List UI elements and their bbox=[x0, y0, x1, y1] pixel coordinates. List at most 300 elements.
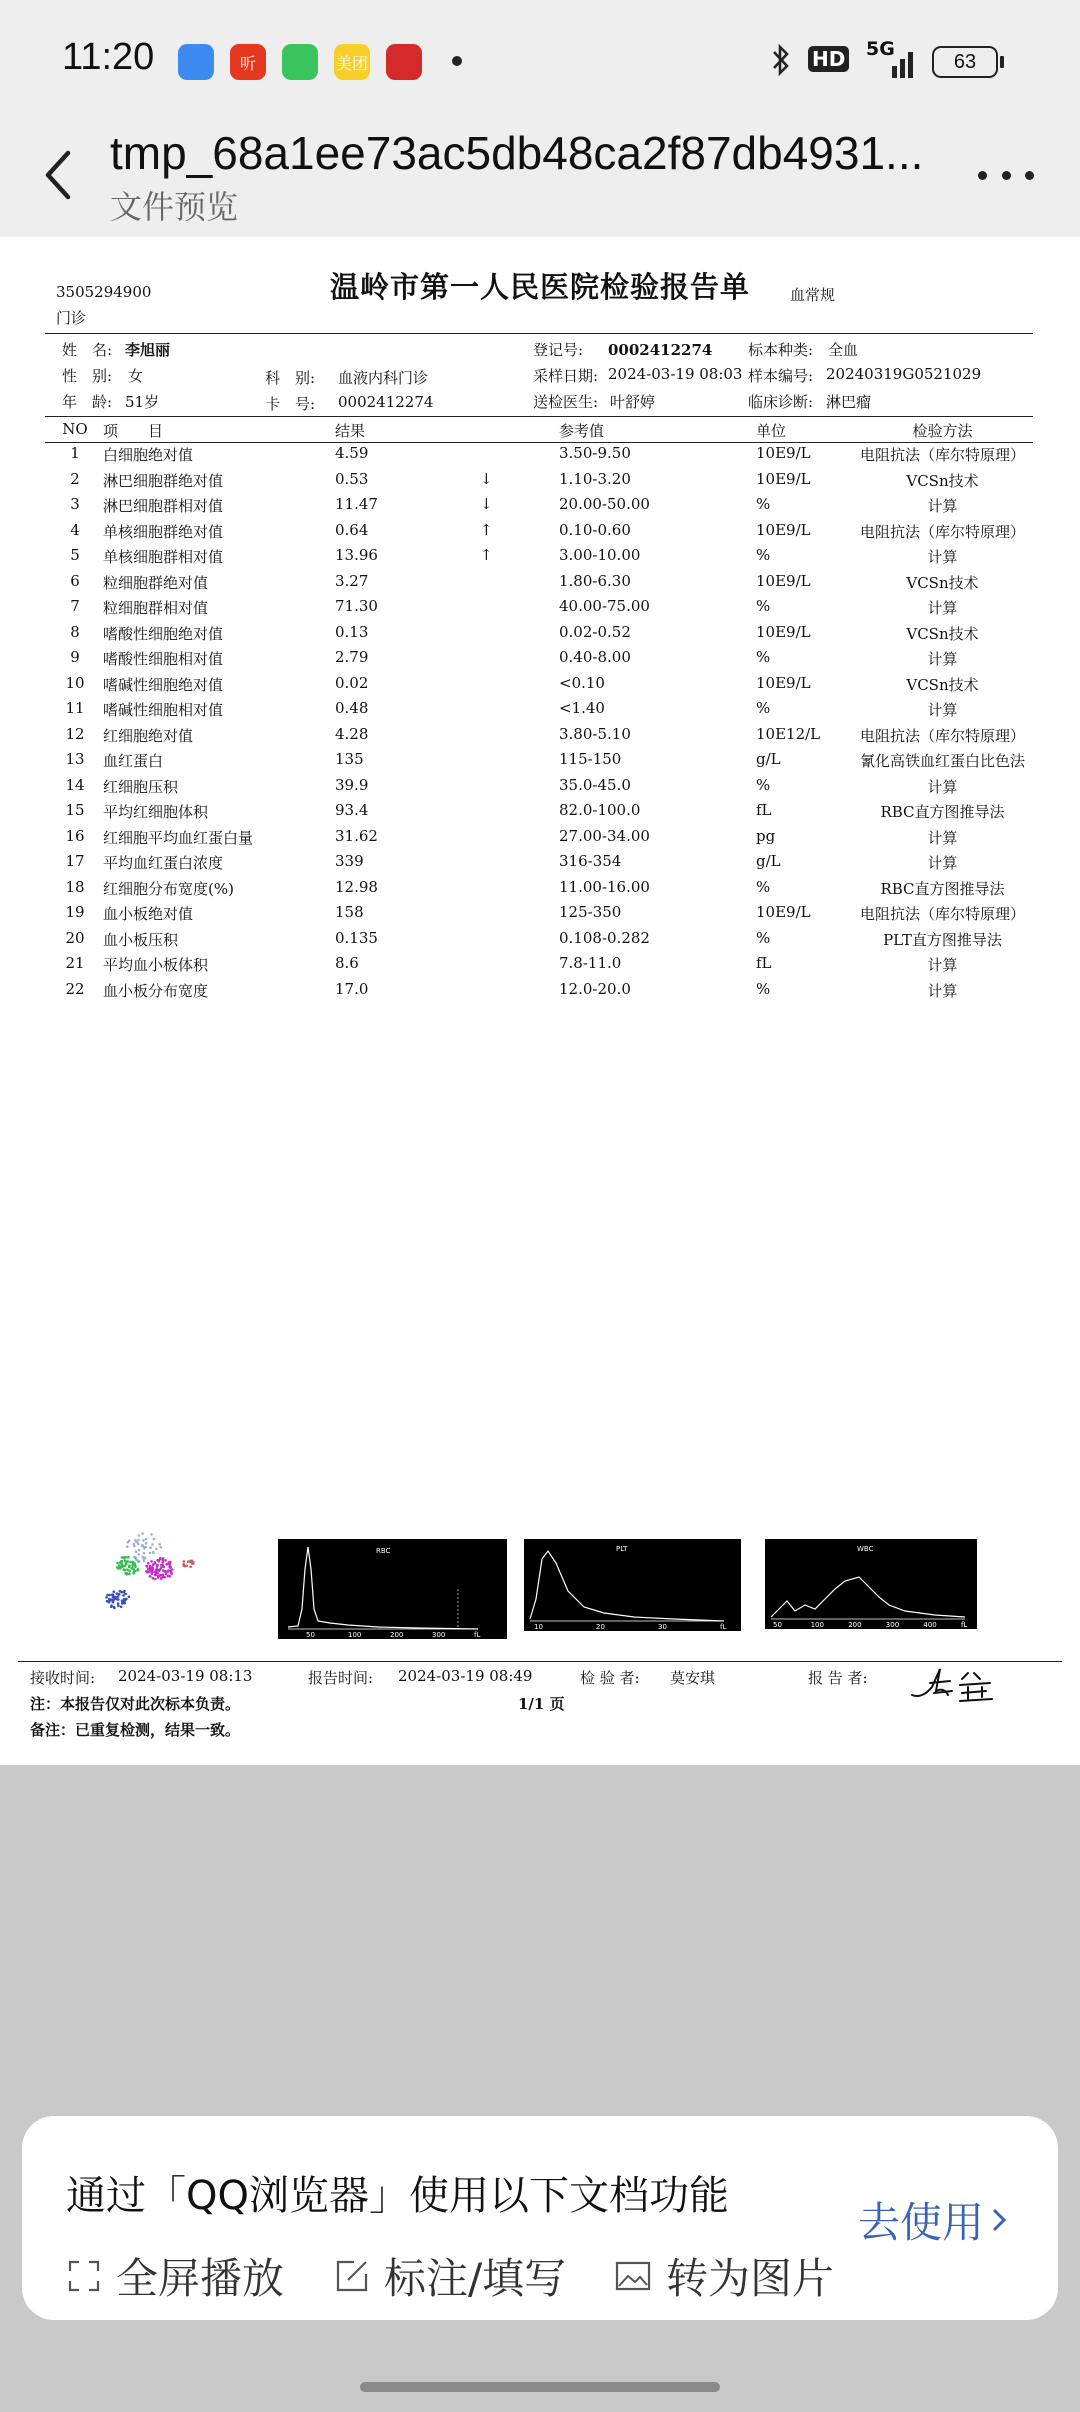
wbc-tick-label: 100 bbox=[810, 1621, 824, 1629]
scatter-point bbox=[117, 1595, 120, 1598]
annotate-label: 标注/填写 bbox=[384, 2254, 567, 2303]
scatter-point bbox=[159, 1557, 162, 1560]
plt-histogram bbox=[524, 1539, 741, 1631]
fullscreen-label: 全屏播放 bbox=[116, 2254, 285, 2303]
cell-item: 红细胞绝对值 bbox=[103, 726, 194, 745]
cell-unit: 10E12/L bbox=[756, 724, 821, 743]
scatter-point bbox=[128, 1596, 131, 1599]
shop-app-icon bbox=[386, 44, 422, 80]
scatter-point bbox=[124, 1569, 127, 1572]
scatter-point bbox=[151, 1543, 154, 1546]
home-indicator[interactable] bbox=[360, 2382, 720, 2392]
scatter-point bbox=[110, 1604, 113, 1607]
scatter-point bbox=[122, 1594, 125, 1597]
cell-no: 6 bbox=[70, 571, 80, 590]
doctor-name: 叶舒婷 bbox=[610, 393, 656, 411]
scatter-point bbox=[158, 1543, 161, 1546]
cell-no: 18 bbox=[65, 877, 85, 896]
cell-result: 0.53 bbox=[335, 469, 369, 488]
cell-ref: 7.8-11.0 bbox=[559, 954, 622, 972]
wbc-tick-label: 50 bbox=[773, 1621, 782, 1629]
scatter-point bbox=[183, 1560, 186, 1563]
scatter-point bbox=[162, 1566, 165, 1569]
annotate-button[interactable] bbox=[334, 2246, 566, 2306]
cell-item: 血小板分布宽度 bbox=[103, 981, 209, 1000]
cell-no: 3 bbox=[70, 495, 80, 513]
report-id-number: 3505294900 bbox=[56, 283, 152, 301]
scatter-point bbox=[157, 1576, 160, 1579]
rbc-tick-label: 100 bbox=[348, 1631, 362, 1639]
promo-title: 通过「QQ浏览器」使用以下文档功能 bbox=[66, 2173, 729, 2219]
scatter-point bbox=[125, 1598, 128, 1601]
scatter-point bbox=[135, 1550, 138, 1553]
cell-unit: % bbox=[756, 699, 771, 717]
scatter-point bbox=[152, 1566, 155, 1569]
cell-no: 4 bbox=[70, 520, 80, 539]
cell-no: 8 bbox=[70, 622, 80, 641]
scatter-point bbox=[117, 1602, 120, 1605]
scatter-point bbox=[145, 1538, 148, 1541]
scatter-point bbox=[145, 1565, 148, 1568]
col-unit: 单位 bbox=[756, 422, 787, 440]
scatter-point bbox=[167, 1575, 170, 1578]
specimen-number: 20240319G0521029 bbox=[826, 365, 982, 383]
cell-item: 单核细胞群绝对值 bbox=[103, 522, 224, 541]
scatter-point bbox=[123, 1602, 126, 1605]
cell-result: 2.79 bbox=[335, 648, 369, 666]
scatter-point bbox=[112, 1601, 115, 1604]
department: 血液内科门诊 bbox=[338, 369, 429, 387]
cell-method: VCSn技术 bbox=[906, 471, 979, 490]
scatter-point bbox=[152, 1551, 155, 1554]
cell-unit: fL bbox=[756, 954, 772, 972]
scatter-point bbox=[158, 1560, 161, 1563]
cell-item: 白细胞绝对值 bbox=[103, 446, 194, 464]
cell-no: 16 bbox=[65, 826, 85, 845]
scatter-point bbox=[134, 1570, 137, 1573]
table-row bbox=[0, 929, 1080, 954]
cell-ref: 125-350 bbox=[559, 903, 622, 921]
cell-result: 13.96 bbox=[335, 546, 378, 564]
scatter-point bbox=[135, 1559, 138, 1562]
more-options-icon[interactable] bbox=[978, 165, 1034, 185]
reg-label: 登记号: bbox=[533, 341, 584, 359]
wbc-tick-label: 400 bbox=[923, 1621, 937, 1629]
cell-unit: % bbox=[756, 597, 771, 615]
scatter-point bbox=[155, 1548, 158, 1551]
cell-no: 12 bbox=[65, 724, 85, 743]
scatter-point bbox=[105, 1596, 108, 1599]
cell-item: 血红蛋白 bbox=[103, 752, 164, 770]
wbc-tick-label: fL bbox=[961, 1621, 968, 1629]
scatter-point bbox=[189, 1559, 192, 1562]
cell-no: 17 bbox=[65, 852, 85, 870]
cell-item: 粒细胞群相对值 bbox=[103, 599, 209, 617]
cell-method: 计算 bbox=[927, 854, 958, 872]
scatter-point bbox=[128, 1564, 131, 1567]
rbc-histogram-label: RBC bbox=[376, 1547, 391, 1555]
scatter-point bbox=[117, 1605, 120, 1608]
cell-no: 22 bbox=[65, 979, 85, 998]
cell-no: 9 bbox=[70, 648, 80, 666]
patient-name: 李旭丽 bbox=[125, 341, 171, 359]
cell-result: 39.9 bbox=[335, 775, 369, 794]
cell-result: 0.135 bbox=[335, 928, 378, 947]
scatter-point bbox=[149, 1575, 152, 1578]
table-row bbox=[0, 903, 1080, 928]
table-row bbox=[0, 470, 1080, 495]
cell-unit: % bbox=[756, 979, 771, 998]
rbc-tick-label: fL bbox=[474, 1631, 481, 1639]
scatter-point bbox=[163, 1570, 166, 1573]
battery-level: 63 bbox=[953, 50, 977, 73]
cell-method: 电阻抗法（库尔特原理） bbox=[859, 726, 1025, 745]
cell-unit: 10E9/L bbox=[756, 444, 811, 462]
scatter-point bbox=[163, 1576, 166, 1579]
cell-method: 计算 bbox=[927, 701, 958, 719]
blue-app-icon bbox=[178, 44, 214, 80]
scatter-point bbox=[126, 1545, 129, 1548]
receive-label: 接收时间: bbox=[30, 1669, 96, 1687]
cell-item: 血小板压积 bbox=[103, 930, 179, 949]
scatter-point bbox=[162, 1559, 165, 1562]
report-time-label: 报告时间: bbox=[308, 1669, 374, 1687]
scatter-point bbox=[137, 1543, 140, 1546]
cell-item: 嗜酸性细胞相对值 bbox=[103, 650, 224, 668]
cell-ref: 1.80-6.30 bbox=[559, 571, 631, 590]
page-indicator: 1/1 页 bbox=[518, 1695, 565, 1713]
cell-method: VCSn技术 bbox=[906, 675, 979, 694]
chevron-right-icon bbox=[984, 2202, 1014, 2238]
diagnosis: 淋巴瘤 bbox=[826, 393, 872, 411]
cell-item: 单核细胞群相对值 bbox=[103, 548, 224, 566]
sample-date-label: 采样日期: bbox=[533, 367, 599, 385]
table-row bbox=[0, 725, 1080, 750]
battery-tip bbox=[1000, 56, 1004, 68]
scatter-point bbox=[130, 1567, 133, 1570]
scatter-point bbox=[126, 1573, 129, 1576]
cell-result: 4.28 bbox=[335, 724, 369, 743]
cell-ref: 27.00-34.00 bbox=[559, 826, 650, 845]
scatter-point bbox=[169, 1566, 172, 1569]
cell-ref: <0.10 bbox=[559, 673, 605, 692]
cell-method: 计算 bbox=[927, 497, 958, 515]
cell-unit: % bbox=[756, 495, 771, 513]
cell-result: 17.0 bbox=[335, 979, 369, 998]
table-row bbox=[0, 495, 1080, 520]
dept-label: 科 别: bbox=[265, 369, 316, 387]
cell-no: 15 bbox=[65, 801, 85, 819]
scatter-point bbox=[155, 1573, 158, 1576]
cell-result: 3.27 bbox=[335, 571, 369, 590]
cell-flag: ↑ bbox=[480, 546, 493, 564]
cell-flag: ↓ bbox=[480, 469, 493, 488]
reporter-label: 报 告 者: bbox=[808, 1669, 868, 1687]
scatter-point bbox=[127, 1560, 130, 1563]
cell-unit: % bbox=[756, 546, 771, 564]
cell-no: 5 bbox=[70, 546, 80, 564]
cell-result: 4.59 bbox=[335, 444, 369, 462]
to-image-label: 转为图片 bbox=[666, 2254, 835, 2303]
scatter-point bbox=[142, 1546, 145, 1549]
table-row bbox=[0, 597, 1080, 622]
scatter-point bbox=[169, 1561, 172, 1564]
scatter-point bbox=[149, 1566, 152, 1569]
scatter-point bbox=[162, 1561, 165, 1564]
cell-result: 0.48 bbox=[335, 699, 369, 717]
table-row bbox=[0, 827, 1080, 852]
use-now-button[interactable] bbox=[858, 2190, 1014, 2250]
qq-browser-promo-card[interactable] bbox=[22, 2116, 1058, 2320]
table-row bbox=[0, 878, 1080, 903]
cell-item: 嗜酸性细胞绝对值 bbox=[103, 624, 224, 643]
scatter-point bbox=[138, 1553, 141, 1556]
patient-age: 51岁 bbox=[125, 393, 160, 411]
messages-app-icon bbox=[282, 44, 318, 80]
cell-ref: 12.0-20.0 bbox=[559, 979, 631, 998]
cell-unit: g/L bbox=[756, 750, 781, 768]
plt-histogram-label: PLT bbox=[616, 1545, 628, 1553]
scatter-point bbox=[143, 1552, 146, 1555]
cell-result: 339 bbox=[335, 852, 364, 870]
doctor-label: 送检医生: bbox=[533, 393, 599, 411]
cell-unit: g/L bbox=[756, 852, 781, 870]
cell-no: 7 bbox=[70, 597, 80, 615]
patient-sex: 女 bbox=[128, 367, 144, 385]
divider bbox=[45, 442, 1033, 443]
col-item: 项 目 bbox=[103, 422, 164, 440]
cell-method: 计算 bbox=[927, 599, 958, 617]
scatter-point bbox=[156, 1564, 159, 1567]
status-bar bbox=[0, 0, 1080, 120]
fullscreen-play-button[interactable] bbox=[66, 2246, 284, 2306]
age-label: 年 龄: bbox=[62, 393, 113, 411]
table-row bbox=[0, 572, 1080, 597]
cell-no: 10 bbox=[65, 673, 85, 692]
cell-ref: 3.00-10.00 bbox=[559, 546, 641, 564]
rbc-tick-label: 50 bbox=[306, 1631, 315, 1639]
cell-item: 红细胞分布宽度(%) bbox=[103, 879, 234, 898]
scatter-point bbox=[116, 1566, 119, 1569]
scatter-point bbox=[142, 1539, 145, 1542]
cell-ref: 40.00-75.00 bbox=[559, 597, 650, 615]
table-row bbox=[0, 801, 1080, 826]
cell-ref: 316-354 bbox=[559, 852, 622, 870]
scatter-point bbox=[116, 1592, 119, 1595]
bluetooth-icon bbox=[770, 42, 792, 78]
convert-to-image-button[interactable] bbox=[614, 2246, 834, 2306]
plt-tick-label: 10 bbox=[534, 1623, 543, 1631]
table-row bbox=[0, 623, 1080, 648]
card-label: 卡 号: bbox=[265, 395, 316, 413]
more-notifications-dot bbox=[452, 56, 462, 66]
cell-unit: 10E9/L bbox=[756, 520, 811, 539]
cell-no: 13 bbox=[65, 750, 85, 768]
scatter-point bbox=[124, 1593, 127, 1596]
cell-item: 淋巴细胞群绝对值 bbox=[103, 471, 224, 490]
report-note: 注：本报告仅对此次标本负责。 bbox=[30, 1695, 241, 1713]
table-row bbox=[0, 980, 1080, 1005]
scatter-point bbox=[106, 1600, 109, 1603]
cell-no: 14 bbox=[65, 775, 85, 794]
scatter-point bbox=[124, 1559, 127, 1562]
cell-result: 71.30 bbox=[335, 597, 378, 615]
ting-app-icon: 听 bbox=[230, 44, 266, 80]
cell-method: 电阻抗法（库尔特原理） bbox=[859, 446, 1025, 464]
report-time: 2024-03-19 08:49 bbox=[398, 1667, 533, 1685]
col-result: 结果 bbox=[335, 422, 366, 440]
title-bar bbox=[0, 120, 1080, 237]
name-label: 姓 名: bbox=[62, 341, 113, 359]
cell-unit: 10E9/L bbox=[756, 903, 811, 921]
table-row bbox=[0, 776, 1080, 801]
scatter-point bbox=[146, 1571, 149, 1574]
scatter-point bbox=[167, 1569, 170, 1572]
cell-ref: 115-150 bbox=[559, 750, 622, 768]
cell-result: 0.02 bbox=[335, 673, 369, 692]
report-remark: 备注：已重复检测，结果一致。 bbox=[30, 1721, 241, 1739]
cell-unit: % bbox=[756, 877, 771, 896]
scatter-point bbox=[132, 1561, 135, 1564]
hd-icon: HD bbox=[808, 46, 849, 72]
table-row bbox=[0, 852, 1080, 877]
cell-ref: 11.00-16.00 bbox=[559, 877, 650, 896]
cell-method: 计算 bbox=[927, 777, 958, 796]
wbc-tick-label: 200 bbox=[848, 1621, 862, 1629]
scatter-point bbox=[164, 1559, 167, 1562]
edit-icon bbox=[334, 2258, 370, 2294]
tester-label: 检 验 者: bbox=[580, 1669, 640, 1687]
table-row bbox=[0, 750, 1080, 775]
diagnosis-label: 临床诊断: bbox=[748, 393, 814, 411]
scatter-point bbox=[113, 1606, 116, 1609]
cell-result: 158 bbox=[335, 903, 364, 921]
scatter-point bbox=[111, 1594, 114, 1597]
table-row bbox=[0, 546, 1080, 571]
sample-date: 2024-03-19 08:03 bbox=[608, 365, 743, 383]
cell-unit: 10E9/L bbox=[756, 469, 811, 488]
scatter-point bbox=[160, 1566, 163, 1569]
scatter-point bbox=[119, 1566, 122, 1569]
cell-result: 93.4 bbox=[335, 801, 369, 819]
scatter-point bbox=[119, 1590, 122, 1593]
cell-item: 嗜碱性细胞绝对值 bbox=[103, 675, 224, 694]
cell-method: RBC直方图推导法 bbox=[880, 803, 1005, 821]
cell-result: 12.98 bbox=[335, 877, 378, 896]
col-no: NO bbox=[62, 420, 88, 438]
table-row bbox=[0, 674, 1080, 699]
cell-method: 计算 bbox=[927, 548, 958, 566]
scatter-point bbox=[189, 1566, 192, 1569]
cell-result: 0.13 bbox=[335, 622, 369, 641]
cell-ref: 3.50-9.50 bbox=[559, 444, 631, 462]
document-title: tmp_68a1ee73ac5db48ca2f87db4931... bbox=[110, 127, 924, 179]
scatter-point bbox=[133, 1556, 136, 1559]
scatter-point bbox=[108, 1599, 111, 1602]
wbc-tick-label: 300 bbox=[885, 1621, 900, 1629]
use-now-label: 去使用 bbox=[858, 2198, 985, 2247]
cell-method: 计算 bbox=[927, 981, 958, 1000]
scatter-point bbox=[138, 1549, 141, 1552]
scatter-point bbox=[134, 1539, 137, 1542]
cell-ref: 20.00-50.00 bbox=[559, 495, 650, 513]
scatter-point bbox=[152, 1577, 155, 1580]
col-method: 检验方法 bbox=[912, 422, 973, 440]
battery-icon bbox=[932, 46, 998, 78]
cell-no: 21 bbox=[65, 954, 85, 972]
cell-result: 11.47 bbox=[335, 495, 378, 513]
scatter-point bbox=[125, 1563, 128, 1566]
reporter-signature bbox=[910, 1665, 1000, 1705]
back-arrow-icon[interactable] bbox=[38, 145, 88, 205]
cell-ref: 3.80-5.10 bbox=[559, 724, 631, 743]
sex-label: 性 别: bbox=[62, 367, 113, 385]
cell-method: VCSn技术 bbox=[906, 573, 979, 592]
cell-no: 20 bbox=[65, 928, 85, 947]
table-row bbox=[0, 444, 1080, 469]
scatter-point bbox=[133, 1543, 136, 1546]
cell-unit: 10E9/L bbox=[756, 673, 811, 692]
divider bbox=[45, 416, 1033, 417]
scatter-point bbox=[149, 1552, 152, 1555]
receive-time: 2024-03-19 08:13 bbox=[118, 1667, 253, 1685]
scatter-point bbox=[187, 1560, 190, 1563]
rbc-histogram bbox=[278, 1539, 507, 1639]
cell-ref: 1.10-3.20 bbox=[559, 469, 631, 488]
scatter-point bbox=[106, 1594, 109, 1597]
table-row bbox=[0, 521, 1080, 546]
tester-name: 莫安琪 bbox=[670, 1669, 716, 1687]
scatter-point bbox=[141, 1556, 144, 1559]
cell-unit: % bbox=[756, 648, 771, 666]
document-page[interactable] bbox=[0, 237, 1080, 1765]
cell-method: 电阻抗法（库尔特原理） bbox=[859, 522, 1025, 541]
divider bbox=[45, 333, 1033, 334]
scatter-point bbox=[150, 1560, 153, 1563]
cell-item: 淋巴细胞群相对值 bbox=[103, 497, 224, 515]
footer-divider bbox=[18, 1661, 1062, 1662]
scatter-point bbox=[147, 1562, 150, 1565]
scatter-point bbox=[149, 1570, 152, 1573]
cell-result: 135 bbox=[335, 750, 364, 768]
cell-item: 粒细胞群绝对值 bbox=[103, 573, 209, 592]
scatter-point bbox=[184, 1565, 187, 1568]
cell-no: 2 bbox=[70, 469, 80, 488]
scatter-point bbox=[154, 1578, 157, 1581]
cell-no: 1 bbox=[70, 444, 80, 462]
plt-tick-label: 30 bbox=[658, 1623, 667, 1631]
cell-ref: 0.40-8.00 bbox=[559, 648, 631, 666]
expand-icon bbox=[66, 2258, 102, 2294]
reg-number: 0002412274 bbox=[608, 341, 713, 359]
scatter-point bbox=[127, 1556, 130, 1559]
scatter-point bbox=[127, 1541, 130, 1544]
document-subtitle: 文件预览 bbox=[110, 188, 239, 226]
col-ref: 参考值 bbox=[559, 422, 605, 440]
cell-method: RBC直方图推导法 bbox=[880, 879, 1005, 898]
scatter-point bbox=[137, 1569, 140, 1572]
scatter-point bbox=[113, 1590, 116, 1593]
cell-flag: ↓ bbox=[480, 495, 493, 513]
cell-ref: 0.108-0.282 bbox=[559, 928, 650, 947]
scatter-point bbox=[128, 1572, 131, 1575]
scatter-point bbox=[120, 1606, 123, 1609]
scatter-point bbox=[124, 1556, 127, 1559]
specimen-label: 标本种类: bbox=[748, 341, 814, 359]
specimen-no-label: 样本编号: bbox=[748, 367, 814, 385]
cell-unit: % bbox=[756, 775, 771, 794]
report-title: 温岭市第一人民医院检验报告单 bbox=[329, 270, 750, 304]
